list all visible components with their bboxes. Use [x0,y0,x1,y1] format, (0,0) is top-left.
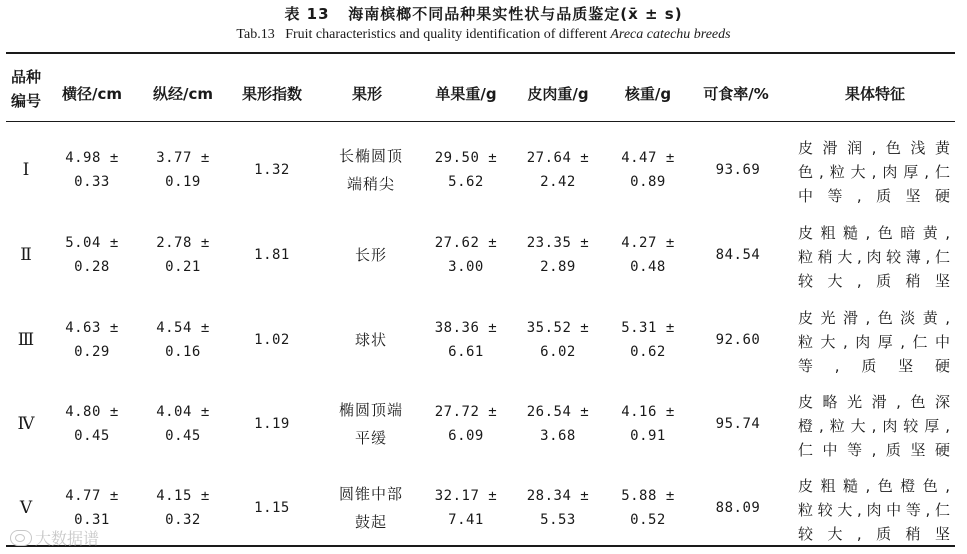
cell-shape-line: 球状 [354,331,387,349]
cell-kernel-weight-line: 4.16 ± [621,404,675,420]
cell-features-line: 皮光滑,色淡黄, [798,309,950,327]
cell-shape-line: 端稍尖 [346,175,395,193]
cell-shape-index [228,472,316,544]
cell-shape-line: 长椭圆顶 [338,147,403,165]
cell-edible-rate [692,134,784,206]
cell-fruit-weight [420,134,512,206]
cell-longitudinal-line: 0.21 [165,259,201,275]
cell-longitudinal-line: 0.19 [165,174,201,190]
cell-peel-weight-line: 26.54 ± [526,404,590,420]
cell-fruit-weight [420,388,512,460]
header-kernel-weight: 核重/g [624,85,672,103]
cell-longitudinal-line: 0.45 [165,428,201,444]
cell-fruit-weight-line: 7.41 [448,512,484,528]
cell-features-line: 粒较大,肉中等,仁 [798,501,950,519]
cell-features-line: 等,质坚硬 [798,357,950,375]
cell-transverse-line: 0.45 [74,428,110,444]
cell-longitudinal-line: 0.32 [165,512,201,528]
cell-edible-rate [692,472,784,544]
cell-fruit-weight-line: 6.09 [448,428,484,444]
cell-kernel-weight-line: 4.27 ± [621,235,675,251]
cell-kernel-weight-line: 0.91 [630,428,666,444]
cell-fruit-weight [420,472,512,544]
header-shape-index: 果形指数 [241,85,302,103]
cell-features-line: 皮滑润,色浅黄 [798,139,950,157]
header-code: 品种 编号 [10,68,41,110]
cell-transverse-line: 4.77 ± [65,488,119,504]
cell-shape [322,472,420,544]
cell-transverse-line: 0.33 [74,174,110,190]
cell-fruit-weight-line: 6.61 [448,344,484,360]
cell-transverse [48,388,136,460]
cell-transverse-line: 0.29 [74,344,110,360]
table-caption-en: Tab.13 Fruit characteristics and quality identification of different Areca catechu breeds [236,27,731,42]
cell-kernel-weight-line: 0.48 [630,259,666,275]
cell-features-line: 较大,质稍坚 [798,272,950,290]
watermark: 大数据谱 [10,526,99,549]
cell-shape-index [228,388,316,460]
cell-fruit-weight-line: 27.62 ± [434,235,498,251]
cell-code [6,388,46,460]
cell-shape [322,388,420,460]
cell-fruit-weight [420,304,512,376]
cell-edible-rate [692,219,784,291]
cell-edible-rate-line: 88.09 [715,500,761,516]
cell-shape-index-line: 1.15 [254,500,290,516]
cell-shape-line: 椭圆顶端 [338,401,403,419]
header-transverse: 横径/cm [61,85,122,103]
cell-features-line: 粒稍大,肉较薄,仁 [798,248,950,266]
cell-kernel-weight-line: 0.62 [630,344,666,360]
cell-shape-index-line: 1.81 [254,247,290,263]
cell-code-line: Ⅰ [22,160,30,179]
table-header-rule [6,121,955,122]
cell-features [798,221,950,293]
cell-peel-weight-line: 2.89 [540,259,576,275]
cell-edible-rate [692,304,784,376]
cell-fruit-weight-line: 27.72 ± [434,404,498,420]
cell-shape-line: 圆锥中部 [338,485,403,503]
cell-longitudinal [138,472,228,544]
cell-longitudinal-line: 2.78 ± [156,235,210,251]
cell-features [798,136,950,208]
cell-edible-rate [692,388,784,460]
cell-transverse [48,134,136,206]
cell-kernel-weight-line: 5.88 ± [621,488,675,504]
cell-features-line: 中等,质坚硬 [798,187,950,205]
cell-peel-weight-line: 2.42 [540,174,576,190]
cell-peel-weight-line: 5.53 [540,512,576,528]
cell-code-line: Ⅱ [20,245,32,264]
header-features: 果体特征 [844,85,905,103]
cell-kernel-weight-line: 0.52 [630,512,666,528]
cell-kernel-weight [606,134,690,206]
cell-shape-index-line: 1.19 [254,416,290,432]
cell-shape-index-line: 1.02 [254,332,290,348]
cell-longitudinal [138,388,228,460]
cell-fruit-weight-line: 3.00 [448,259,484,275]
header-shape: 果形 [351,85,382,103]
cell-transverse-line: 4.80 ± [65,404,119,420]
cell-kernel-weight [606,219,690,291]
cell-peel-weight-line: 6.02 [540,344,576,360]
cell-fruit-weight-line: 5.62 [448,174,484,190]
cell-features-line: 仁中等,质坚硬 [798,441,950,459]
cell-kernel-weight [606,304,690,376]
cell-features-line: 色,粒大,肉厚,仁 [798,163,950,181]
cell-shape-index-line: 1.32 [254,162,290,178]
cell-code-line: Ⅲ [17,330,35,349]
cell-edible-rate-line: 93.69 [715,162,761,178]
cell-code-line: Ⅳ [17,414,35,433]
cell-features-line: 较大,质稍坚 [798,525,950,543]
header-fruit-weight: 单果重/g [435,85,497,103]
cell-transverse [48,304,136,376]
cell-shape-line: 长形 [354,246,387,264]
cell-longitudinal [138,134,228,206]
cell-kernel-weight-line: 5.31 ± [621,320,675,336]
cell-peel-weight [512,472,604,544]
table-caption-zh: 表 13 海南槟榔不同品种果实性状与品质鉴定(x̄ ± s) [284,5,683,23]
cell-code [6,304,46,376]
cell-longitudinal-line: 4.04 ± [156,404,210,420]
cell-longitudinal-line: 4.15 ± [156,488,210,504]
cell-edible-rate-line: 92.60 [715,332,761,348]
cell-transverse [48,219,136,291]
cell-peel-weight-line: 23.35 ± [526,235,590,251]
cell-shape [322,219,420,291]
cell-shape [322,304,420,376]
cell-kernel-weight-line: 0.89 [630,174,666,190]
cell-transverse-line: 5.04 ± [65,235,119,251]
cell-kernel-weight [606,472,690,544]
header-edible-rate: 可食率/% [703,85,769,103]
cell-transverse-line: 4.63 ± [65,320,119,336]
cell-code-line: Ⅴ [19,498,33,517]
cell-shape-line: 平缓 [354,429,387,447]
cell-code [6,134,46,206]
cell-longitudinal-line: 4.54 ± [156,320,210,336]
cell-longitudinal-line: 0.16 [165,344,201,360]
header-peel-weight: 皮肉重/g [527,85,589,103]
cell-shape-index [228,219,316,291]
cell-code [6,219,46,291]
cell-kernel-weight [606,388,690,460]
cell-edible-rate-line: 84.54 [715,247,761,263]
cell-peel-weight-line: 28.34 ± [526,488,590,504]
cell-features-line: 粒大,肉厚,仁中 [798,333,950,351]
cell-peel-weight-line: 35.52 ± [526,320,590,336]
cell-fruit-weight-line: 32.17 ± [434,488,498,504]
cell-features-line: 皮粗糙,色橙色, [798,477,950,495]
cell-shape [322,134,420,206]
cell-features [798,390,950,462]
cell-shape-line: 鼓起 [354,513,387,531]
cell-peel-weight-line: 3.68 [540,428,576,444]
cell-longitudinal [138,304,228,376]
cell-peel-weight [512,388,604,460]
cell-peel-weight [512,304,604,376]
cell-features [798,306,950,378]
cell-longitudinal-line: 3.77 ± [156,150,210,166]
cell-features-line: 皮粗糙,色暗黄, [798,224,950,242]
cell-peel-weight-line: 27.64 ± [526,150,590,166]
cell-fruit-weight [420,219,512,291]
cell-transverse-line: 0.28 [74,259,110,275]
cell-features-line: 皮略光滑,色深 [798,393,950,411]
table-top-rule [6,52,955,54]
cell-transverse-line: 4.98 ± [65,150,119,166]
cell-features [798,474,950,546]
cell-shape-index [228,134,316,206]
cell-kernel-weight-line: 4.47 ± [621,150,675,166]
cell-fruit-weight-line: 29.50 ± [434,150,498,166]
cell-fruit-weight-line: 38.36 ± [434,320,498,336]
cell-edible-rate-line: 95.74 [715,416,761,432]
header-longitudinal: 纵经/cm [152,85,213,103]
cell-transverse-line: 0.31 [74,512,110,528]
cell-peel-weight [512,134,604,206]
cell-peel-weight [512,219,604,291]
cell-longitudinal [138,219,228,291]
watermark-logo-icon [10,530,32,546]
cell-shape-index [228,304,316,376]
cell-features-line: 橙,粒大,肉较厚, [798,417,950,435]
